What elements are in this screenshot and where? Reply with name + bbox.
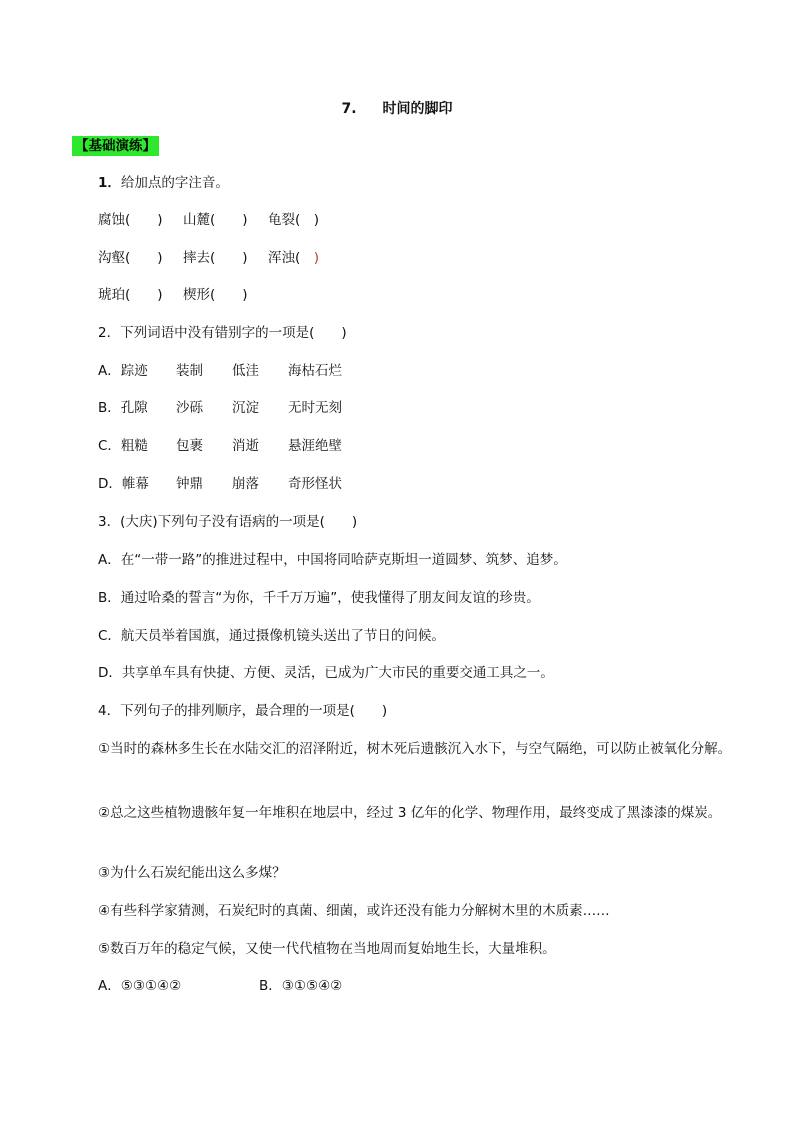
q2-option-c-1: C．粗糙 bbox=[98, 438, 148, 454]
q2-option-b-1: B．孔隙 bbox=[98, 400, 148, 416]
q2-option-c-2: 包裹 bbox=[176, 438, 203, 454]
q4-option-b: B．③①⑤④② bbox=[259, 978, 343, 994]
q1-item: 摔去( ) bbox=[183, 250, 248, 266]
q4-stem: 4．下列句子的排列顺序，最合理的一项是( ) bbox=[98, 703, 388, 719]
q1-stem bbox=[98, 174, 229, 192]
q1-item: 沟壑( ) bbox=[98, 250, 163, 266]
page-title bbox=[0, 98, 794, 118]
q2-option-d-3: 崩落 bbox=[232, 476, 259, 492]
q2-option-c-4: 悬涯绝壁 bbox=[288, 438, 342, 454]
q1-item bbox=[268, 249, 319, 267]
q2-option-a-1: A．踪迹 bbox=[98, 363, 148, 379]
title-text: 时间的脚印 bbox=[382, 101, 453, 117]
q4-sentence-1: ①当时的森林多生长在水陆交汇的沼泽附近，树木死后遗骸沉入水下，与空气隔绝，可以防止被氧化分解。 bbox=[98, 741, 732, 757]
q2-option-a-4: 海枯石烂 bbox=[288, 363, 342, 379]
q2-option-b-3: 沉淀 bbox=[232, 400, 259, 416]
q4-sentence-3: ③为什么石炭纪能出这么多煤？ bbox=[98, 865, 286, 881]
q1-item-text: 浑浊( bbox=[268, 250, 301, 266]
q3-option-c: C．航天员举着国旗，通过摄像机镜头送出了节日的问候。 bbox=[98, 628, 445, 644]
q3-option-a: A．在“一带一路”的推进过程中，中国将同哈萨克斯坦一道圆梦、筑梦、追梦。 bbox=[98, 552, 567, 568]
q2-option-a-2: 装制 bbox=[176, 363, 203, 379]
q2-option-d-2: 钟鼎 bbox=[176, 476, 203, 492]
q4-sentence-2: ②总之这些植物遗骸年复一年堆积在地层中，经过 3 亿年的化学、物理作用，最终变成了黑漆漆的煤炭。 bbox=[98, 805, 722, 821]
q4-sentence-4: ④有些科学家猜测，石炭纪时的真菌、细菌，或许还没有能力分解树木里的木质素…… bbox=[98, 903, 610, 919]
q2-option-d-4: 奇形怪状 bbox=[288, 476, 342, 492]
q2-option-d-1: D．帷幕 bbox=[98, 476, 149, 492]
q1-stem-number: 1． bbox=[98, 175, 121, 191]
q3-option-d: D．共享单车具有快捷、方便、灵活，已成为广大市民的重要交通工具之一。 bbox=[98, 665, 554, 681]
q2-option-b-2: 沙砾 bbox=[176, 400, 203, 416]
q3-option-b: B．通过哈桑的誓言“为你，千千万万遍”，使我懂得了朋友间友谊的珍贵。 bbox=[98, 590, 540, 606]
q1-item: 腐蚀( ) bbox=[98, 212, 163, 228]
section-badge: 【基础演练】 bbox=[72, 136, 159, 156]
q1-item: 琥珀( ) bbox=[98, 287, 163, 303]
q1-item: 龟裂( ) bbox=[268, 212, 320, 228]
q2-stem: 2．下列词语中没有错别字的一项是( ) bbox=[98, 325, 347, 341]
q1-item-close: ) bbox=[300, 250, 320, 266]
q1-item: 山麓( ) bbox=[183, 212, 248, 228]
q2-option-b-4: 无时无刻 bbox=[288, 400, 342, 416]
q2-option-a-3: 低洼 bbox=[232, 363, 259, 379]
q4-option-a: A．⑤③①④② bbox=[98, 978, 182, 994]
q2-option-c-3: 消逝 bbox=[232, 438, 259, 454]
title-number: 7. bbox=[341, 101, 357, 117]
q4-sentence-5: ⑤数百万年的稳定气候，又使一代代植物在当地周而复始地生长，大量堆积。 bbox=[98, 941, 556, 957]
q1-item: 楔形( ) bbox=[183, 287, 248, 303]
q1-stem-text: 给加点的字注音。 bbox=[120, 175, 229, 191]
q3-stem: 3．(大庆)下列句子没有语病的一项是( ) bbox=[98, 514, 358, 530]
